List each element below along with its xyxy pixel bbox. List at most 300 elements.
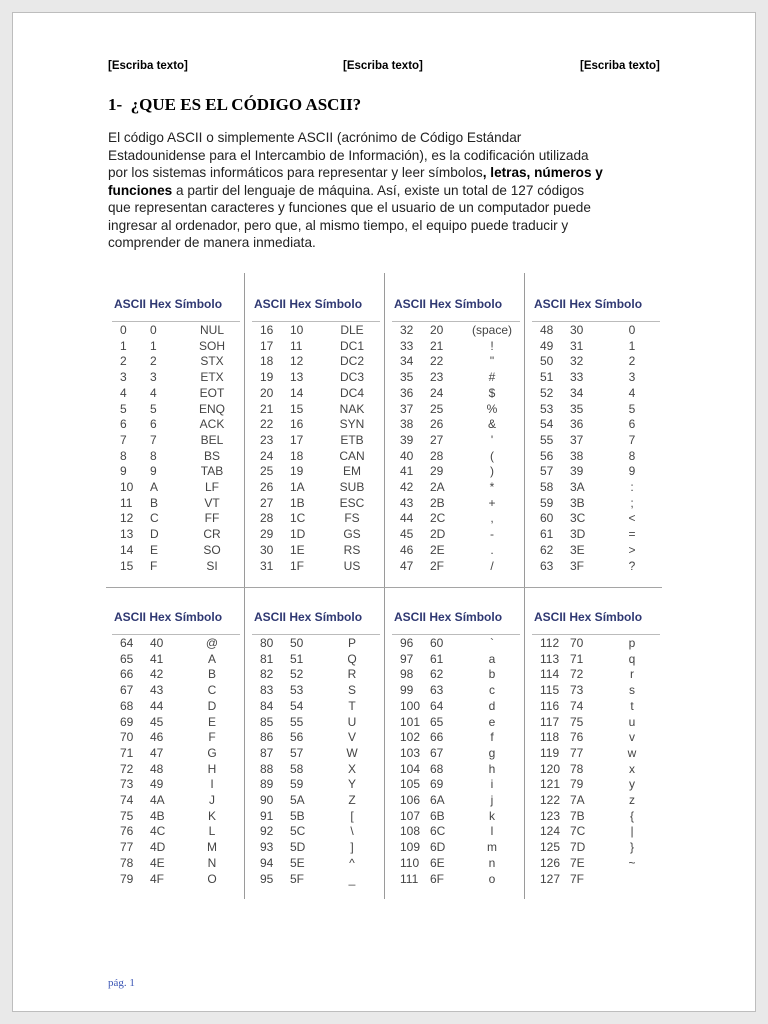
- symbol: d: [488, 698, 496, 713]
- hex-code: 6A: [430, 793, 445, 807]
- ascii-code: 81: [260, 651, 274, 666]
- hex-code: 5B: [290, 808, 305, 823]
- ascii-code: 107: [400, 808, 421, 823]
- hex-code: 42: [150, 667, 164, 682]
- symbol: 4: [628, 385, 636, 400]
- ascii-row: [388, 715, 528, 731]
- ascii-row: [388, 339, 528, 355]
- symbol: SYN: [339, 417, 365, 432]
- symbol: Z: [348, 793, 356, 807]
- para-bold: , letras, números y: [482, 165, 603, 180]
- ascii-row: [388, 856, 528, 872]
- ascii-row: [388, 511, 528, 527]
- symbol: FF: [204, 511, 220, 526]
- ascii-code: 47: [400, 558, 414, 573]
- hex-code: 48: [150, 761, 164, 776]
- hex-code: 1B: [290, 495, 305, 510]
- symbol: TAB: [200, 464, 224, 479]
- ascii-row: [108, 354, 248, 370]
- hex-code: 67: [430, 745, 444, 760]
- ascii-row: [248, 417, 388, 433]
- ascii-code: 62: [540, 542, 554, 557]
- hex-code: 51: [290, 651, 304, 666]
- hex-code: 4F: [150, 871, 165, 886]
- ascii-row: [248, 433, 388, 449]
- ascii-row: [388, 809, 528, 825]
- ascii-row: [388, 840, 528, 856]
- hex-code: 75: [570, 714, 584, 729]
- hex-code: 4C: [150, 824, 166, 839]
- hex-code: 6F: [430, 871, 445, 886]
- ascii-row: [108, 402, 248, 418]
- block-header-rule: [392, 634, 520, 635]
- ascii-code: 117: [540, 714, 560, 729]
- symbol: :: [630, 480, 634, 494]
- ascii-code: 73: [120, 777, 134, 792]
- hex-code: 1C: [290, 511, 306, 526]
- symbol: s: [629, 683, 635, 698]
- ascii-code: 17: [260, 338, 274, 353]
- hex-code: 5C: [290, 824, 306, 839]
- hex-code: 1A: [290, 480, 305, 494]
- symbol: v: [629, 730, 635, 745]
- hex-code: 23: [430, 370, 444, 385]
- ascii-row: [528, 777, 668, 793]
- hex-code: 47: [150, 745, 164, 760]
- symbol: k: [489, 808, 495, 823]
- ascii-row: [248, 683, 388, 699]
- ascii-row: [108, 730, 248, 746]
- symbol: !: [490, 338, 494, 353]
- block-header-rule: [532, 634, 660, 635]
- symbol: B: [207, 667, 216, 682]
- hex-code: 53: [290, 683, 304, 698]
- symbol: r: [630, 667, 634, 682]
- hex-code: 3A: [570, 480, 585, 494]
- ascii-block: [388, 596, 528, 906]
- symbol: I: [210, 777, 214, 792]
- ascii-row: [108, 511, 248, 527]
- ascii-code: 97: [400, 651, 414, 666]
- ascii-row: [108, 872, 248, 888]
- ascii-row: [248, 824, 388, 840]
- ascii-code: 121: [540, 777, 561, 792]
- symbol: DLE: [340, 323, 364, 337]
- ascii-code: 38: [400, 417, 414, 432]
- ascii-row: [248, 354, 388, 370]
- symbol: 1: [628, 338, 636, 353]
- block-header: ASCII Hex Símbolo: [254, 297, 363, 311]
- hex-code: 32: [570, 354, 584, 369]
- symbol: EM: [343, 464, 361, 479]
- hex-code: 3C: [570, 511, 586, 526]
- hex-code: 3: [150, 370, 157, 385]
- hex-code: 22: [430, 354, 444, 369]
- row-divider: [106, 587, 662, 588]
- ascii-code: 118: [540, 730, 560, 745]
- hex-code: A: [150, 480, 159, 494]
- ascii-code: 51: [540, 370, 554, 385]
- symbol: DC4: [339, 385, 364, 400]
- symbol: \: [350, 824, 354, 839]
- symbol: _: [348, 871, 356, 886]
- ascii-code: 113: [540, 651, 560, 666]
- symbol: GS: [343, 527, 361, 542]
- symbol: BS: [203, 448, 220, 463]
- symbol: y: [629, 777, 635, 792]
- ascii-row: [388, 370, 528, 386]
- symbol: H: [207, 761, 217, 776]
- ascii-code: 0: [120, 323, 127, 337]
- hex-code: 34: [570, 385, 584, 400]
- hex-code: 6B: [430, 808, 445, 823]
- ascii-row: [388, 527, 528, 543]
- hex-code: 74: [570, 698, 584, 713]
- ascii-code: 5: [120, 401, 127, 416]
- ascii-code: 52: [540, 385, 554, 400]
- ascii-code: 3: [120, 370, 127, 385]
- symbol: j: [490, 793, 494, 807]
- ascii-code: 55: [540, 432, 554, 447]
- ascii-row: [528, 323, 668, 339]
- hex-code: 37: [570, 432, 584, 447]
- symbol: {: [629, 808, 634, 823]
- hex-code: 2B: [430, 495, 445, 510]
- ascii-row: [528, 699, 668, 715]
- symbol: D: [207, 698, 217, 713]
- ascii-code: 31: [260, 558, 274, 573]
- ascii-row: [388, 354, 528, 370]
- section-title: [108, 95, 361, 115]
- para-line: comprender de manera inmediata.: [108, 235, 316, 250]
- symbol: [: [350, 808, 354, 823]
- ascii-code: 57: [540, 464, 554, 479]
- hex-code: 7A: [570, 793, 585, 807]
- ascii-code: 24: [260, 448, 274, 463]
- hex-code: 69: [430, 777, 444, 792]
- ascii-code: 110: [400, 855, 420, 870]
- symbol: $: [488, 385, 496, 400]
- block-header-rule: [532, 321, 660, 322]
- column-divider: [524, 273, 525, 899]
- ascii-code: 71: [120, 745, 134, 760]
- ascii-row: [528, 762, 668, 778]
- ascii-code: 74: [120, 793, 134, 807]
- ascii-code: 76: [120, 824, 134, 839]
- ascii-code: 65: [120, 651, 134, 666]
- hex-code: 31: [570, 338, 584, 353]
- ascii-code: 27: [260, 495, 274, 510]
- symbol: .: [490, 542, 494, 557]
- symbol: q: [628, 651, 636, 666]
- symbol: J: [209, 793, 215, 807]
- symbol: U: [347, 714, 357, 729]
- column-divider: [384, 273, 385, 899]
- symbol: w: [627, 745, 637, 760]
- block-header: ASCII Hex Símbolo: [394, 610, 503, 624]
- ascii-row: [388, 402, 528, 418]
- hex-code: 5F: [290, 871, 305, 886]
- symbol: ": [489, 354, 495, 369]
- ascii-row: [388, 464, 528, 480]
- ascii-code: 109: [400, 840, 421, 855]
- symbol: X: [347, 761, 356, 776]
- hex-code: 40: [150, 636, 164, 650]
- para-line: El código ASCII o simplemente ASCII (acrónimo de Código Estándar: [108, 130, 522, 145]
- ascii-row: [108, 339, 248, 355]
- ascii-code: 48: [540, 323, 554, 337]
- symbol: <: [628, 511, 636, 526]
- symbol: N: [207, 855, 217, 870]
- ascii-row: [388, 386, 528, 402]
- hex-code: 66: [430, 730, 444, 745]
- block-header: ASCII Hex Símbolo: [114, 610, 223, 624]
- hex-code: 3F: [570, 558, 585, 573]
- hex-code: 0: [150, 323, 157, 337]
- symbol: R: [347, 667, 357, 682]
- ascii-code: 83: [260, 683, 274, 698]
- hex-code: 6C: [430, 824, 446, 839]
- ascii-code: 123: [540, 808, 561, 823]
- symbol: ENQ: [198, 401, 225, 416]
- hex-code: 41: [150, 651, 164, 666]
- ascii-code: 102: [400, 730, 421, 745]
- ascii-row: [388, 746, 528, 762]
- symbol: o: [488, 871, 496, 886]
- ascii-row: [108, 480, 248, 496]
- ascii-code: 124: [540, 824, 561, 839]
- para-text: a partir del lenguaje de máquina. Así, existe un total de 127 códigos: [172, 182, 585, 198]
- ascii-row: [528, 809, 668, 825]
- hex-code: 76: [570, 730, 584, 745]
- hex-code: 18: [290, 448, 304, 463]
- ascii-row: [528, 872, 668, 888]
- ascii-row: [528, 527, 668, 543]
- ascii-row: [528, 417, 668, 433]
- ascii-row: [388, 417, 528, 433]
- ascii-row: [108, 652, 248, 668]
- ascii-code: 6: [120, 417, 127, 432]
- ascii-code: 108: [400, 824, 421, 839]
- ascii-block: [248, 283, 388, 593]
- ascii-row: [388, 543, 528, 559]
- symbol: L: [208, 824, 216, 839]
- ascii-row: [248, 840, 388, 856]
- symbol: DC1: [339, 338, 364, 353]
- para-text: por los sistemas informáticos para representar y leer símbolos: [108, 165, 483, 180]
- hex-code: 25: [430, 401, 444, 416]
- ascii-row: [528, 370, 668, 386]
- para-line: Estadounidense para el Intercambio de Información), es la codificación utilizada: [108, 147, 589, 163]
- ascii-code: 87: [260, 745, 274, 760]
- ascii-code: 116: [540, 698, 560, 713]
- ascii-code: 34: [400, 354, 414, 369]
- hex-code: E: [150, 542, 159, 557]
- symbol: S: [347, 683, 356, 698]
- ascii-code: 101: [400, 714, 421, 729]
- ascii-row: [248, 667, 388, 683]
- ascii-code: 23: [260, 432, 274, 447]
- ascii-code: 50: [540, 354, 554, 369]
- hex-code: 33: [570, 370, 584, 385]
- hex-code: 3D: [570, 527, 586, 542]
- ascii-code: 11: [120, 495, 133, 510]
- ascii-code: 45: [400, 527, 414, 542]
- symbol: VT: [204, 495, 220, 510]
- hex-code: 6D: [430, 840, 446, 855]
- hex-code: 39: [570, 464, 584, 479]
- ascii-row: [528, 402, 668, 418]
- ascii-row: [108, 496, 248, 512]
- ascii-row: [108, 449, 248, 465]
- para-line: [108, 182, 688, 200]
- ascii-code: 125: [540, 840, 561, 855]
- symbol: RS: [343, 542, 361, 557]
- hex-code: 79: [570, 777, 584, 792]
- hex-code: 64: [430, 698, 444, 713]
- ascii-row: [388, 449, 528, 465]
- symbol: *: [489, 480, 495, 494]
- hex-code: 28: [430, 448, 444, 463]
- hex-code: 7: [150, 432, 157, 447]
- hex-code: 54: [290, 698, 304, 713]
- symbol: LF: [204, 480, 219, 494]
- symbol: x: [629, 761, 635, 776]
- ascii-code: 64: [120, 636, 134, 650]
- ascii-row: [528, 824, 668, 840]
- symbol: ]: [350, 840, 354, 855]
- hex-code: 27: [430, 432, 444, 447]
- hex-code: 11: [290, 338, 303, 353]
- symbol: -: [490, 527, 494, 542]
- ascii-row: [388, 762, 528, 778]
- ascii-code: 103: [400, 745, 421, 760]
- symbol: K: [207, 808, 216, 823]
- ascii-row: [248, 511, 388, 527]
- ascii-row: [248, 730, 388, 746]
- ascii-code: 8: [120, 448, 127, 463]
- ascii-row: [388, 636, 528, 652]
- symbol: M: [207, 840, 217, 855]
- symbol: @: [205, 636, 219, 650]
- ascii-code: 26: [260, 480, 274, 494]
- ascii-row: [108, 777, 248, 793]
- hex-code: 2E: [430, 542, 445, 557]
- symbol: STX: [200, 354, 224, 369]
- hex-code: 7F: [570, 871, 585, 886]
- symbol: Y: [347, 777, 356, 792]
- symbol: f: [490, 730, 494, 745]
- hex-code: 56: [290, 730, 304, 745]
- ascii-row: [248, 543, 388, 559]
- ascii-row: [108, 464, 248, 480]
- hex-code: 1F: [290, 558, 305, 573]
- symbol: G: [207, 745, 217, 760]
- ascii-row: [248, 480, 388, 496]
- hex-code: 7C: [570, 824, 586, 839]
- block-header: ASCII Hex Símbolo: [394, 297, 503, 311]
- ascii-code: 22: [260, 417, 274, 432]
- ascii-row: [388, 667, 528, 683]
- symbol: n: [488, 855, 496, 870]
- symbol: CAN: [339, 448, 365, 463]
- ascii-code: 84: [260, 698, 274, 713]
- ascii-code: 89: [260, 777, 274, 792]
- symbol: c: [489, 683, 495, 698]
- ascii-code: 49: [540, 338, 554, 353]
- ascii-row: [528, 433, 668, 449]
- ascii-row: [388, 777, 528, 793]
- ascii-row: [108, 856, 248, 872]
- hex-code: 43: [150, 683, 164, 698]
- symbol: DC2: [339, 354, 364, 369]
- symbol: FS: [344, 511, 360, 526]
- hex-code: 46: [150, 730, 164, 745]
- hex-code: 72: [570, 667, 584, 682]
- symbol: ESC: [339, 495, 365, 510]
- ascii-row: [528, 511, 668, 527]
- hex-code: 5A: [290, 793, 305, 807]
- symbol: b: [488, 667, 496, 682]
- ascii-code: 86: [260, 730, 274, 745]
- block-header: ASCII Hex Símbolo: [254, 610, 363, 624]
- ascii-code: 119: [540, 745, 560, 760]
- ascii-row: [108, 809, 248, 825]
- ascii-row: [108, 417, 248, 433]
- hex-code: 29: [430, 464, 444, 479]
- symbol: >: [628, 542, 636, 557]
- symbol: p: [628, 636, 636, 650]
- symbol: e: [488, 714, 496, 729]
- symbol: C: [207, 683, 217, 698]
- ascii-code: 114: [540, 667, 560, 682]
- ascii-row: [108, 636, 248, 652]
- hex-code: 14: [290, 385, 304, 400]
- symbol: E: [207, 714, 216, 729]
- symbol: 2: [628, 354, 636, 369]
- hex-code: 5: [150, 401, 157, 416]
- ascii-code: 41: [400, 464, 414, 479]
- ascii-code: 92: [260, 824, 274, 839]
- ascii-code: 66: [120, 667, 134, 682]
- hex-code: 20: [430, 323, 444, 337]
- symbol: g: [488, 745, 496, 760]
- hex-code: 78: [570, 761, 584, 776]
- ascii-row: [248, 323, 388, 339]
- ascii-code: 53: [540, 401, 554, 416]
- ascii-row: [388, 559, 528, 575]
- ascii-code: 79: [120, 871, 134, 886]
- ascii-row: [248, 762, 388, 778]
- ascii-code: 60: [540, 511, 554, 526]
- hex-code: 36: [570, 417, 584, 432]
- ascii-row: [248, 746, 388, 762]
- hex-code: 52: [290, 667, 304, 682]
- hex-code: C: [150, 511, 159, 526]
- ascii-code: 77: [120, 840, 134, 855]
- symbol: 3: [628, 370, 636, 385]
- ascii-code: 18: [260, 354, 274, 369]
- symbol: T: [348, 698, 356, 713]
- symbol: ~: [628, 855, 636, 870]
- ascii-code: 42: [400, 480, 414, 494]
- para-line: [108, 164, 688, 182]
- symbol: DC3: [339, 370, 364, 385]
- section-heading: ¿QUE ES EL CÓDIGO ASCII?: [130, 95, 362, 114]
- hex-code: 4B: [150, 808, 165, 823]
- ascii-code: 82: [260, 667, 274, 682]
- ascii-code: 96: [400, 636, 414, 650]
